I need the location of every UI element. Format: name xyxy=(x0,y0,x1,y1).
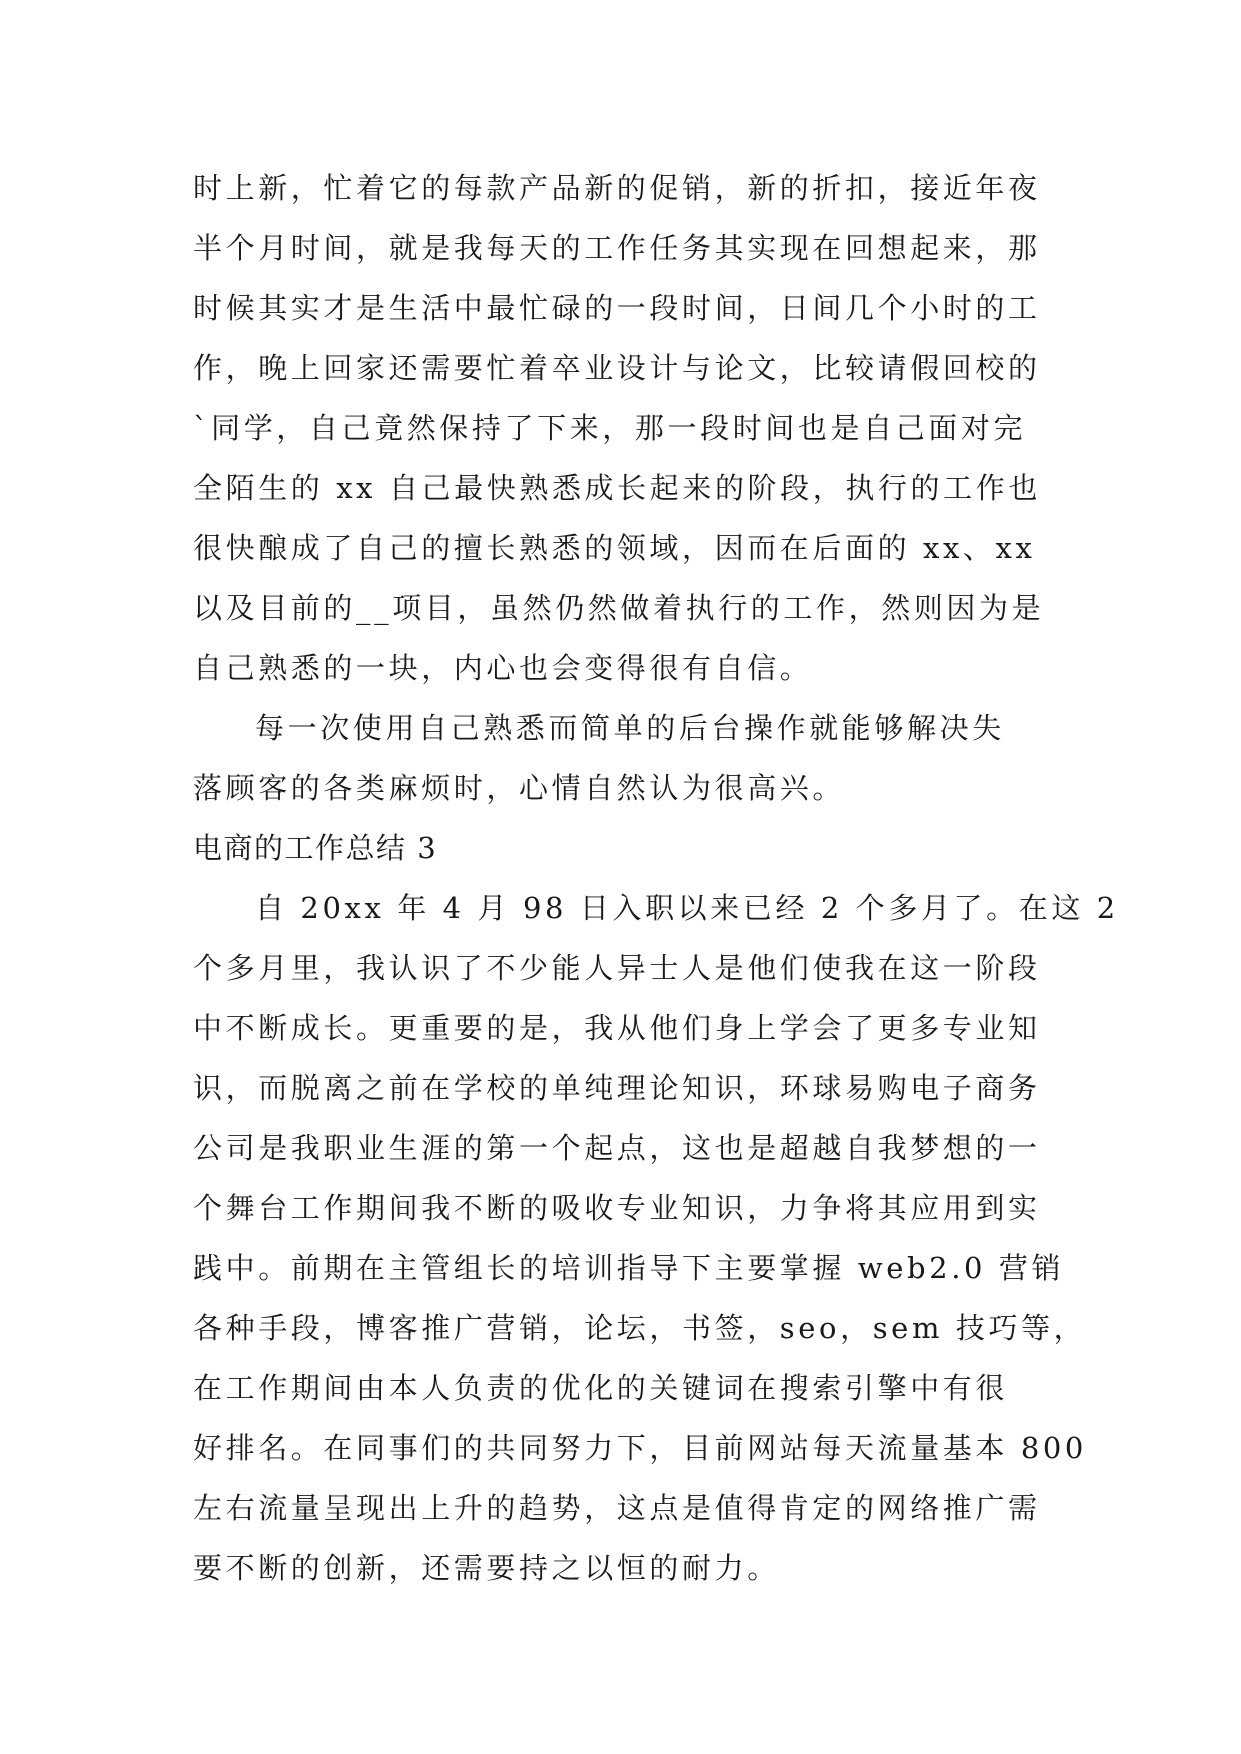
paragraph-line: 以及目前的__项目，虽然仍然做着执行的工作，然则因为是 xyxy=(193,591,1045,625)
paragraph-line: 很快酿成了自己的擅长熟悉的领域，因而在后面的 xx、xx xyxy=(193,531,1036,565)
paragraph-line: 全陌生的 xx 自己最快熟悉成长起来的阶段，执行的工作也 xyxy=(193,471,1041,505)
paragraph-line: 个多月里，我认识了不少能人异士人是他们使我在这一阶段 xyxy=(193,951,1041,985)
paragraph-line: 中不断成长。更重要的是，我从他们身上学会了更多专业知 xyxy=(193,1011,1041,1045)
paragraph-line: 半个月时间，就是我每天的工作任务其实现在回想起来，那 xyxy=(193,231,1041,265)
paragraph-line: 自 20xx 年 4 月 98 日入职以来已经 2 个多月了。在这 2 xyxy=(255,891,1119,925)
paragraph-line: 时候其实才是生活中最忙碌的一段时间，日间几个小时的工 xyxy=(193,291,1041,325)
paragraph-line: 落顾客的各类麻烦时，心情自然认为很高兴。 xyxy=(193,771,846,805)
paragraph-line: `同学，自己竟然保持了下来，那一段时间也是自己面对完 xyxy=(193,411,1027,445)
section-heading: 电商的工作总结 3 xyxy=(193,831,438,865)
document-body xyxy=(193,158,1119,1598)
paragraph-line: 践中。前期在主管组长的培训指导下主要掌握 web2.0 营销 xyxy=(193,1251,1065,1285)
paragraph-line: 每一次使用自己熟悉而简单的后台操作就能够解决失 xyxy=(255,711,1005,745)
paragraph-line: 要不断的创新，还需要持之以恒的耐力。 xyxy=(193,1551,780,1585)
paragraph-line: 个舞台工作期间我不断的吸收专业知识，力争将其应用到实 xyxy=(193,1191,1041,1225)
paragraph-line: 各种手段，博客推广营销，论坛，书签，seo，sem 技巧等， xyxy=(193,1311,1087,1345)
paragraph-line: 好排名。在同事们的共同努力下，目前网站每天流量基本 800 xyxy=(193,1431,1087,1465)
paragraph-line: 公司是我职业生涯的第一个起点，这也是超越自我梦想的一 xyxy=(193,1131,1041,1165)
paragraph-line: 识，而脱离之前在学校的单纯理论知识，环球易购电子商务 xyxy=(193,1071,1041,1105)
paragraph-line: 作，晚上回家还需要忙着卒业设计与论文，比较请假回校的 xyxy=(193,351,1041,385)
paragraph-line: 左右流量呈现出上升的趋势，这点是值得肯定的网络推广需 xyxy=(193,1491,1041,1525)
paragraph-line: 自己熟悉的一块，内心也会变得很有自信。 xyxy=(193,651,813,685)
paragraph-line: 在工作期间由本人负责的优化的关键词在搜索引擎中有很 xyxy=(193,1371,1009,1405)
paragraph-line: 时上新，忙着它的每款产品新的促销，新的折扣，接近年夜 xyxy=(193,171,1041,205)
